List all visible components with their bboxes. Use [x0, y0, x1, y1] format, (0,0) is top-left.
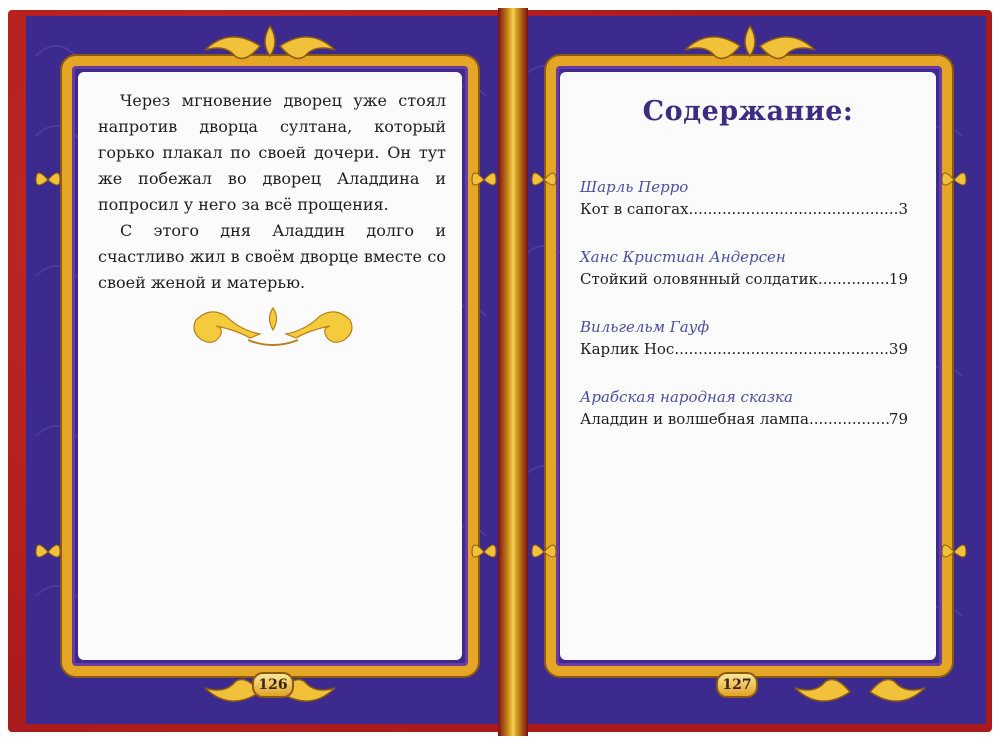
toc-entry	[580, 338, 908, 360]
toc-page-number: 3	[898, 200, 908, 218]
toc-entry	[580, 198, 908, 220]
table-of-contents	[580, 176, 908, 456]
top-flourish-ornament	[680, 22, 820, 62]
toc-dot-leader	[674, 338, 889, 360]
toc-item	[580, 176, 908, 220]
butterfly-icon	[940, 540, 968, 564]
toc-item	[580, 386, 908, 430]
top-flourish-ornament	[200, 22, 340, 62]
paragraph: Через мгновение дворец уже стоял напротив дворца султана, который горько плакал по своей дочери. Он тут же побежал во дворец Аладдина и попросил у него за всё прощения.	[98, 91, 446, 214]
butterfly-icon	[34, 540, 62, 564]
book-spine-ribbon	[498, 8, 528, 736]
toc-story-title: Аладдин и волшебная лампа	[580, 410, 809, 428]
butterfly-icon	[530, 540, 558, 564]
toc-author: Арабская народная сказка	[580, 388, 793, 406]
toc-page-number: 79	[888, 410, 908, 428]
toc-author: Вильгельм Гауф	[580, 318, 710, 336]
contents-title: Содержание:	[642, 96, 854, 127]
toc-entry	[580, 408, 908, 430]
bottom-flourish-ornament	[790, 676, 930, 716]
page-number-left: 126	[252, 672, 294, 698]
toc-dot-leader	[809, 408, 889, 430]
butterfly-icon	[470, 168, 498, 192]
toc-dot-leader	[689, 198, 899, 220]
paragraph: С этого дня Аладдин долго и счастливо жил в своём дворце вместе со своей женой и матерью.	[98, 221, 446, 292]
toc-item	[580, 316, 908, 360]
toc-dot-leader	[818, 268, 889, 290]
toc-story-title: Стойкий оловянный солдатик	[580, 270, 818, 288]
toc-page-number: 19	[888, 270, 908, 288]
toc-author: Ханс Кристиан Андерсен	[580, 248, 786, 266]
butterfly-icon	[34, 168, 62, 192]
butterfly-icon	[940, 168, 968, 192]
story-text	[98, 88, 446, 296]
toc-page-number: 39	[888, 340, 908, 358]
butterfly-icon	[530, 168, 558, 192]
flourish-ornament	[188, 304, 358, 352]
page-number-right: 127	[716, 672, 758, 698]
toc-story-title: Карлик Нос	[580, 340, 675, 358]
toc-entry	[580, 268, 908, 290]
toc-story-title: Кот в сапогах	[580, 200, 689, 218]
butterfly-icon	[470, 540, 498, 564]
toc-author: Шарль Перро	[580, 178, 689, 196]
toc-item	[580, 246, 908, 290]
